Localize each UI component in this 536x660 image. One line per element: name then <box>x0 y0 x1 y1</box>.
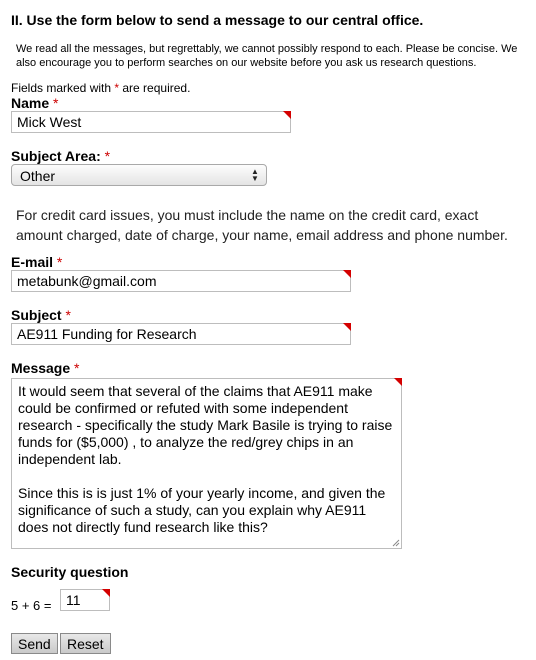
required-star: * <box>114 81 120 95</box>
subject-label-text: Subject <box>11 307 62 323</box>
form-title: II. Use the form below to send a message to our central office. <box>11 12 424 28</box>
name-label-text: Name <box>11 95 50 111</box>
subject-field-wrapper <box>11 323 351 345</box>
email-label-text: E-mail <box>11 254 54 270</box>
subject-area-select[interactable] <box>11 164 267 186</box>
email-field[interactable] <box>11 270 351 292</box>
intro-text: We read all the messages, but regrettably, we cannot possibly respond to each. Please be concise. We also encourage you to perform searches on our website before you ask us research questions. <box>16 43 518 69</box>
credit-card-info: For credit card issues, you must include the name on the credit card, exact amount charged, date of charge, your name, email address and phone number. <box>16 207 508 243</box>
message-textarea[interactable] <box>11 378 402 549</box>
required-star: * <box>74 360 80 376</box>
email-field-wrapper <box>11 270 351 292</box>
required-star: * <box>65 307 71 323</box>
message-label <box>11 360 80 376</box>
subject-label <box>11 307 71 323</box>
security-question-text: 5 + 6 = <box>11 598 52 613</box>
security-question-label: Security question <box>11 564 129 580</box>
select-arrows-icon: ▲ ▼ <box>251 167 259 183</box>
name-label <box>11 95 58 111</box>
name-field-wrapper <box>11 111 291 133</box>
reset-button[interactable]: Reset <box>60 633 111 654</box>
message-label-text: Message <box>11 360 71 376</box>
message-field-wrapper <box>11 378 402 549</box>
required-star: * <box>53 95 59 111</box>
subject-area-label <box>11 148 110 164</box>
required-star: * <box>56 254 63 270</box>
subject-area-selected-value: Other <box>20 168 56 184</box>
subject-field[interactable] <box>11 323 351 345</box>
required-note-prefix: Fields marked with <box>11 81 115 95</box>
required-fields-note <box>11 81 190 95</box>
send-button[interactable]: Send <box>11 633 58 654</box>
subject-area-label-text: Subject Area: <box>11 148 101 164</box>
required-star: * <box>104 148 111 164</box>
required-note-suffix: are required. <box>119 81 191 95</box>
name-field[interactable] <box>11 111 291 133</box>
security-answer-wrapper <box>60 589 110 611</box>
security-answer-field[interactable] <box>60 589 110 611</box>
email-label <box>11 254 62 270</box>
